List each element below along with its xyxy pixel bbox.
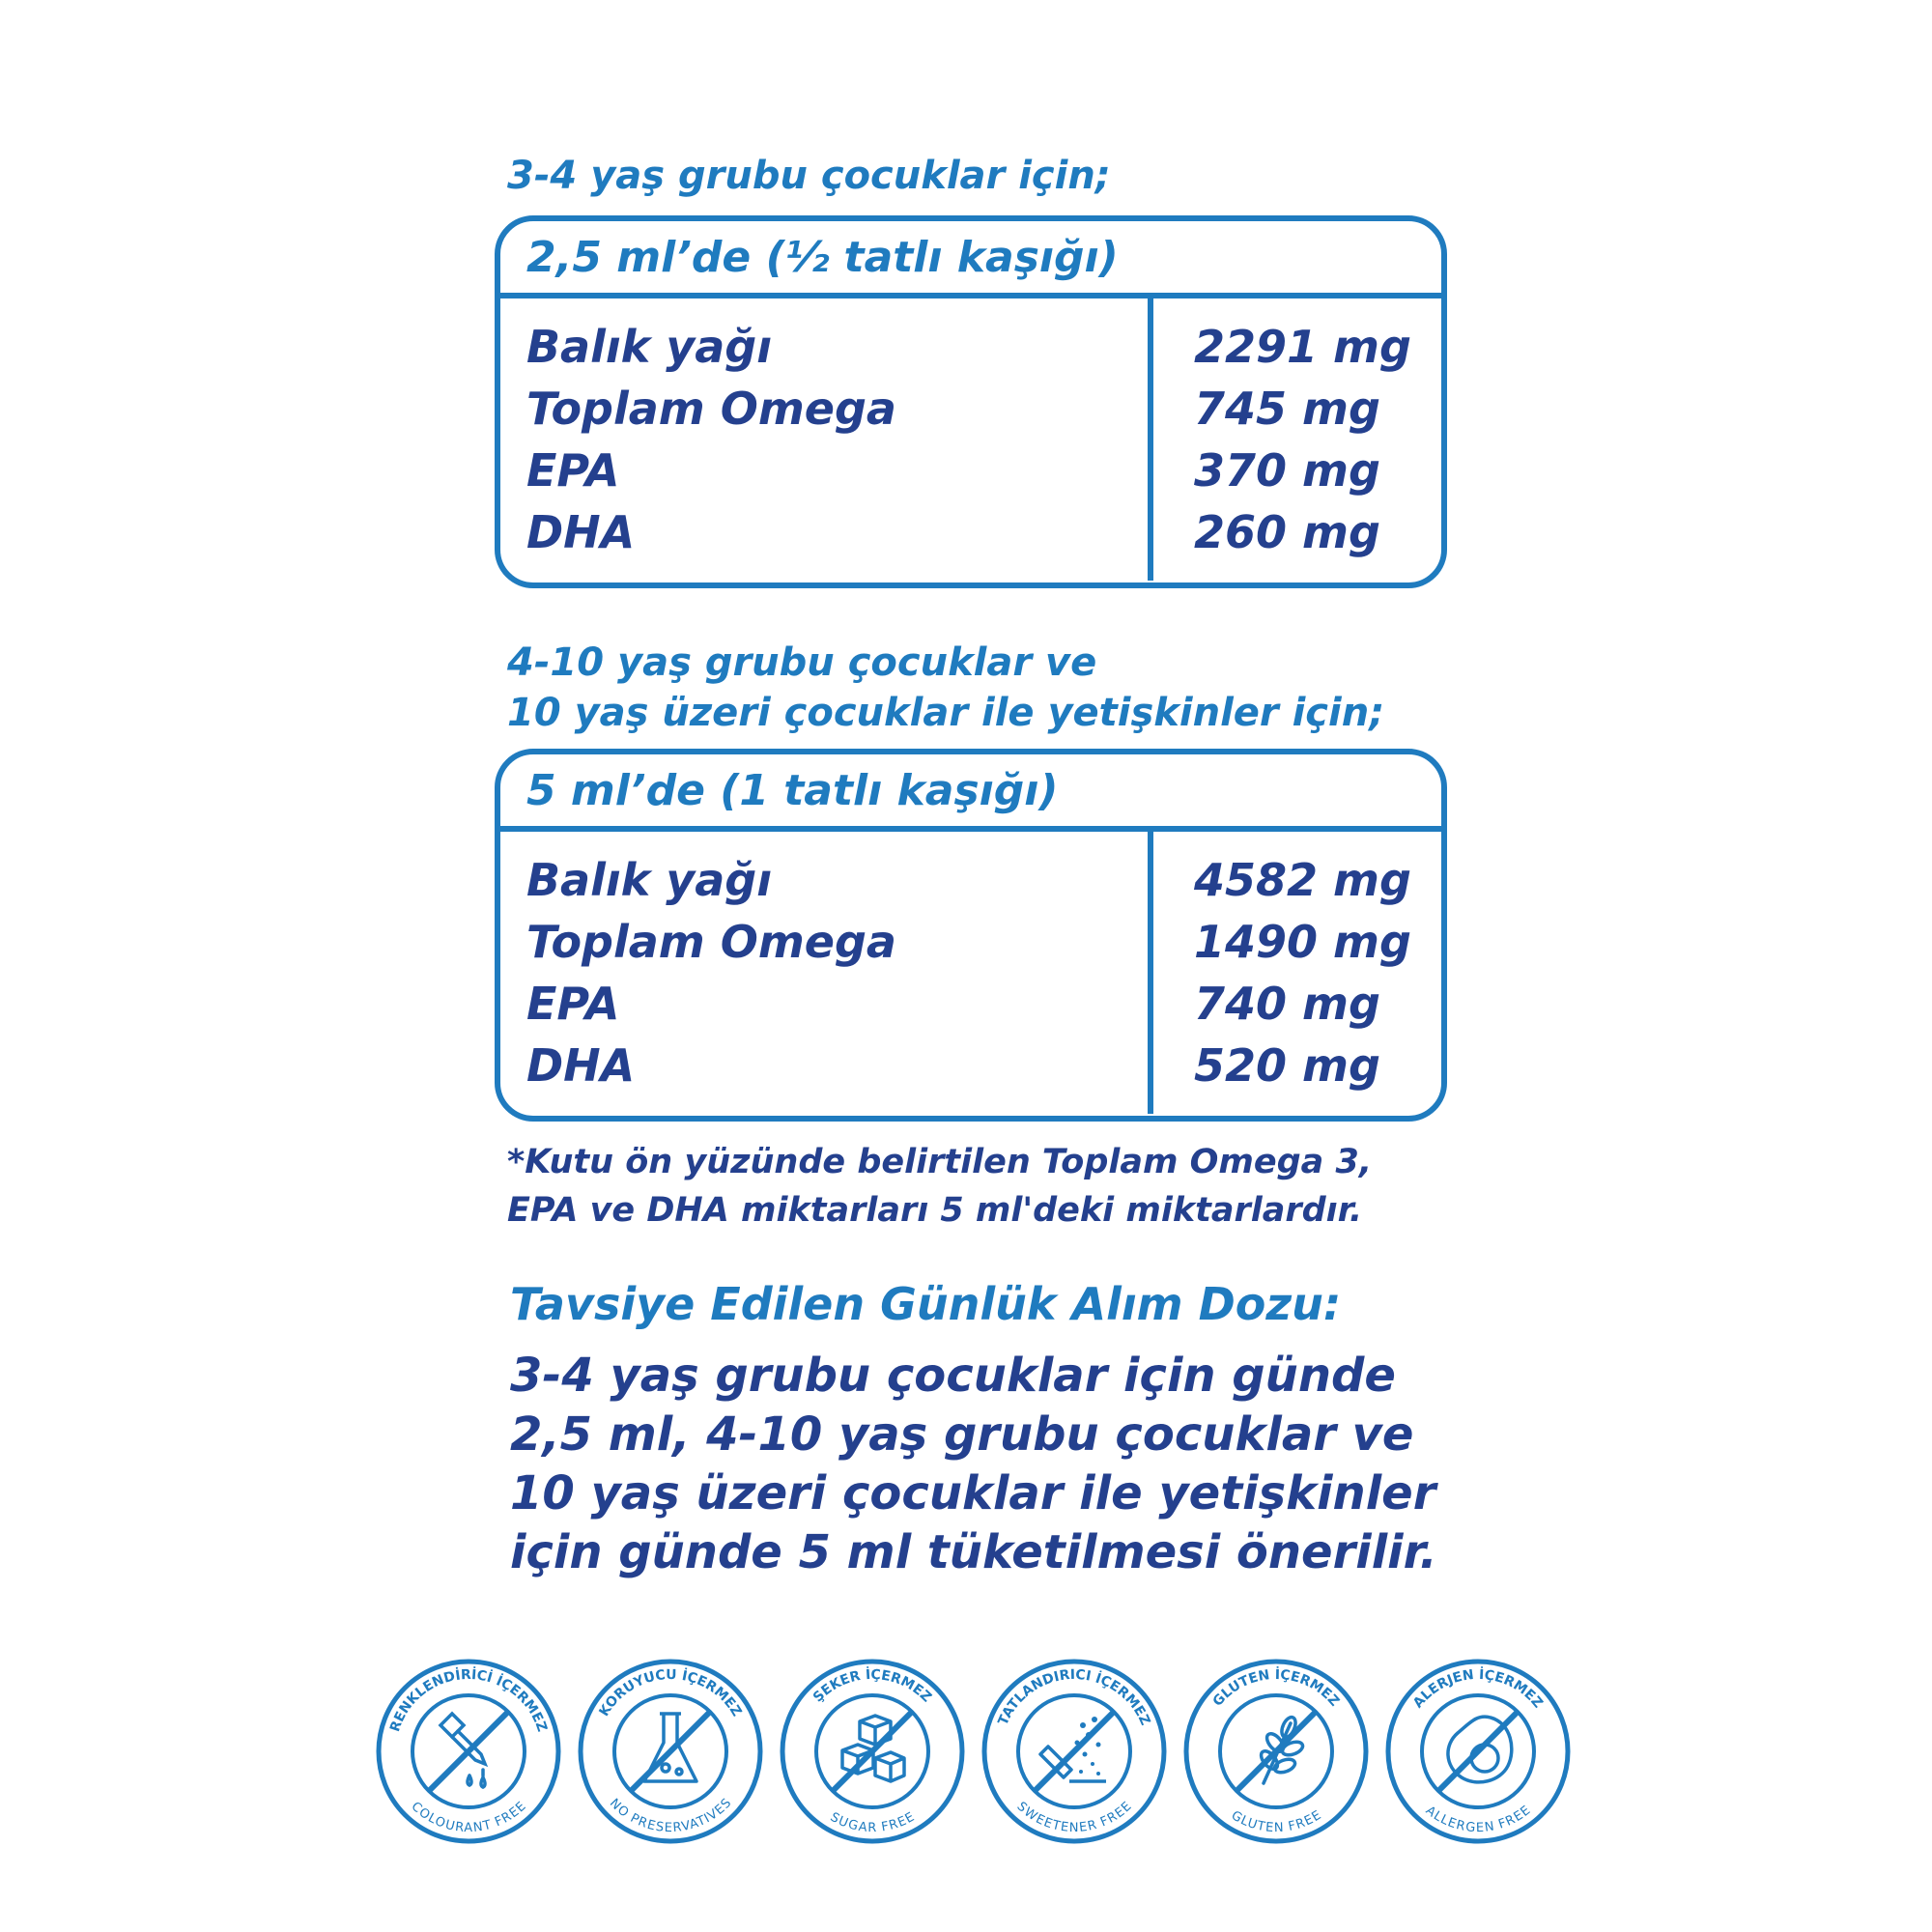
nutrient-value: 745 mg [1194,383,1380,435]
nutrient-label: DHA [526,1039,636,1092]
wheat-icon [1182,1658,1370,1845]
nutrient-value: 4582 mg [1194,854,1411,906]
badge-bottom-text: COLOURANT FREE [408,1799,529,1836]
badge-top-text: RENKLENDİRİCİ İÇERMEZ [387,1666,550,1734]
nutrient-value: 1490 mg [1194,916,1411,968]
nutrient-value: 520 mg [1194,1039,1380,1092]
badge-top-text: TATLANDIRICI İÇERMEZ [995,1666,1153,1728]
nutrient-label: DHA [526,506,636,558]
section1-value-column [1153,298,1441,581]
badge-top-text: ALERJEN İÇERMEZ [1410,1666,1546,1712]
badge-bottom-text: NO PRESERVATIVES [606,1796,735,1836]
allergen-free-badge [1384,1658,1572,1845]
badge-bottom-text: GLUTEN FREE [1228,1808,1324,1836]
nutrient-label: Toplam Omega [526,916,896,968]
footnote [507,1138,1372,1235]
nutrient-label: Balık yağı [526,321,772,373]
badge-bottom-text: SWEETENER FREE [1013,1799,1135,1836]
svg-text:GLUTEN FREE [1229,1808,1324,1835]
recommendation-line: 10 yaş üzeri çocuklar ile yetişkinler [510,1466,1436,1520]
section1-label-column [500,298,1153,581]
section1-nutrition-box [495,215,1447,588]
recommendation-title: Tavsiye Edilen Günlük Alım Dozu: [510,1278,1342,1330]
nutrient-label: EPA [526,978,620,1030]
avocado-icon [1384,1658,1572,1845]
badge-bottom-text: ALLERGEN FREE [1422,1803,1534,1836]
badge-top-text: ŞEKER İÇERMEZ [810,1666,935,1706]
nutrient-label: EPA [526,444,620,497]
section2-heading-line2: 10 yaş üzeri çocuklar ile yetişkinler için; [507,691,1385,735]
colourant-free-badge [375,1658,562,1845]
svg-text:SUGAR FREE [828,1810,917,1835]
nutrient-value: 370 mg [1194,444,1380,497]
section2-label-column [500,832,1153,1114]
sweetener-icon [980,1658,1168,1845]
sugar-free-badge [779,1658,966,1845]
section2-box-title: 5 ml’de (1 tatlı kaşığı) [500,754,1441,832]
badge-bottom-text: SUGAR FREE [827,1809,918,1836]
nutrient-label: Balık yağı [526,854,772,906]
nutrient-label: Toplam Omega [526,383,896,435]
sweetener-free-badge [980,1658,1168,1845]
recommendation-line: 3-4 yaş grubu çocuklar için günde [510,1349,1396,1403]
free-from-badges [375,1658,1573,1851]
svg-text:RENKLENDİRİCİ İÇERMEZ [387,1666,550,1734]
footnote-line: EPA ve DHA miktarları 5 ml'deki miktarlardır. [507,1191,1363,1230]
section2-value-column [1153,832,1441,1114]
section1-heading: 3-4 yaş grubu çocuklar için; [507,154,1111,198]
section1-box-title: 2,5 ml’de (½ tatlı kaşığı) [500,221,1441,298]
nutrient-value: 2291 mg [1194,321,1411,373]
section2-heading-line1: 4-10 yaş grubu çocuklar ve [507,640,1097,685]
dropper-icon [375,1658,562,1845]
badge-top-text: KORUYUCU İÇERMEZ [596,1666,745,1719]
footnote-line: *Kutu ön yüzünde belirtilen Toplam Omega 3, [507,1143,1373,1181]
sugar-cubes-icon [779,1658,966,1845]
badge-top-text: GLUTEN İÇERMEZ [1209,1666,1343,1710]
recommendation-line: için günde 5 ml tüketilmesi önerilir. [510,1525,1437,1579]
nutrient-value: 740 mg [1194,978,1380,1030]
recommendation-line: 2,5 ml, 4-10 yaş grubu çocuklar ve [510,1407,1414,1462]
section2-nutrition-box [495,749,1447,1122]
gluten-free-badge [1182,1658,1370,1845]
svg-text:TATLANDIRICI İÇERMEZ [996,1667,1153,1728]
nutrient-value: 260 mg [1194,506,1380,558]
flask-icon [577,1658,764,1845]
recommendation-text [510,1347,1476,1582]
no-preservatives-badge [577,1658,764,1845]
